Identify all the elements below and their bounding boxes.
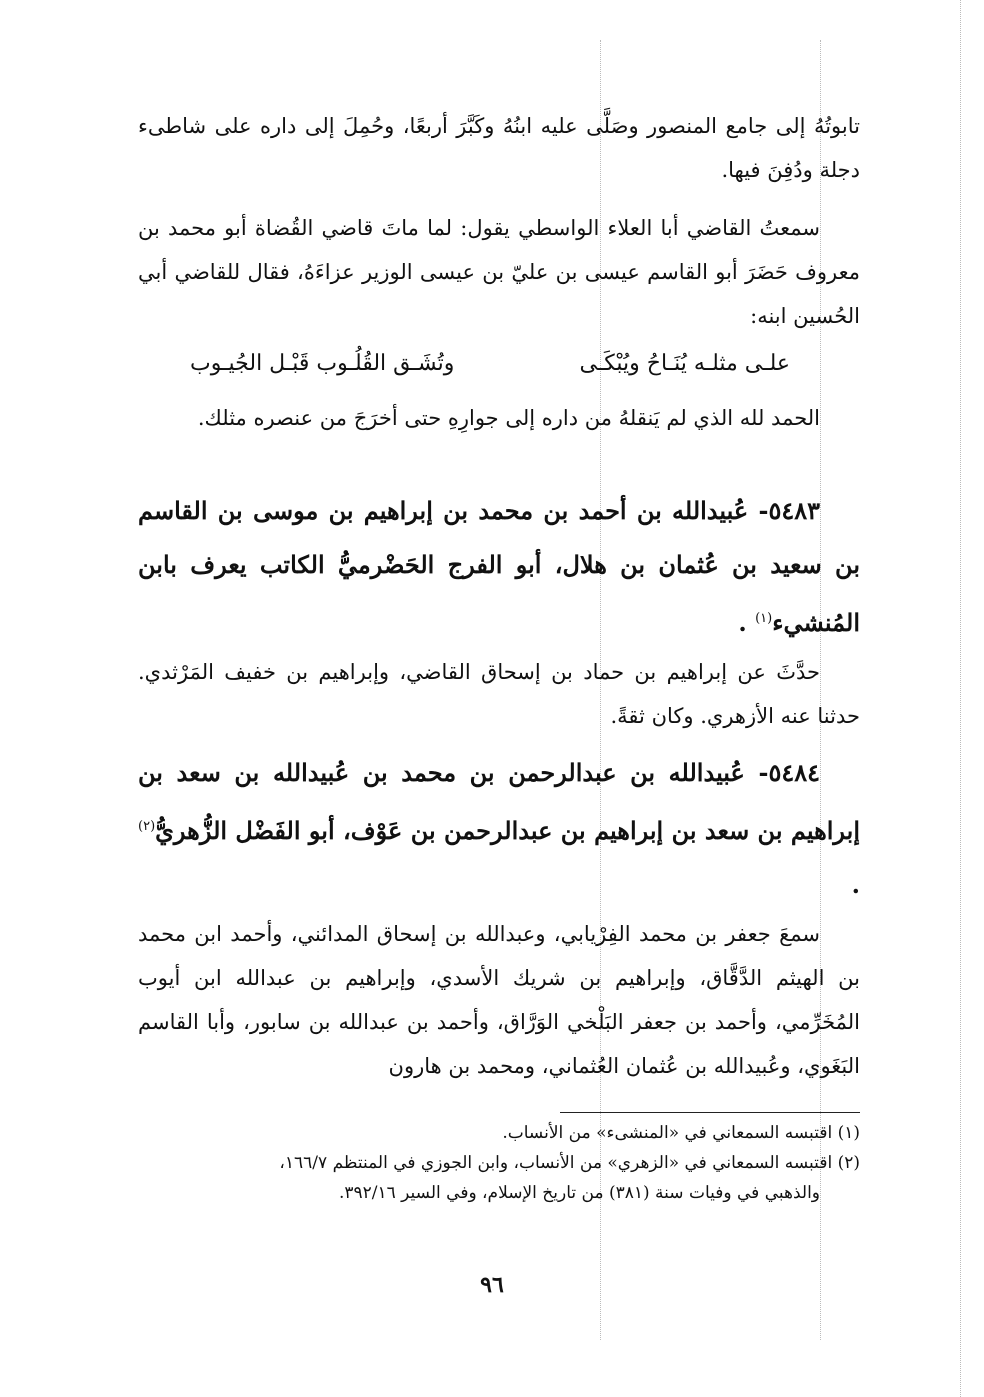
- page-number: ٩٦: [480, 1272, 504, 1298]
- entry-heading-5484: [138, 746, 860, 912]
- footnote-2: [138, 1148, 860, 1178]
- footnote-separator: [560, 1112, 860, 1113]
- paragraph-condolence: [138, 396, 860, 440]
- paragraph-text: حدَّثَ عن إبراهيم بن حماد بن إسحاق القاضي، وإبراهيم بن خفيف المَرْثدي. حدثنا عنه الأزهري. وكان ثقةً.: [138, 660, 860, 728]
- heading-end-mark: .: [738, 608, 747, 637]
- paragraph-text: الحمد لله الذي لم يَنقلهُ من داره إلى جوارِهِ حتى أخرَجَ من عنصره مثلك.: [197, 406, 820, 430]
- footnote-1: [138, 1118, 860, 1148]
- entry-title: عُبيدالله بن أحمد بن محمد بن إبراهيم بن موسى بن القاسم بن سعيد بن عُثمان بن هلال، أبو الفرج الحَضْرميُّ الكاتب يعرف بابن المُنشيء: [138, 496, 861, 637]
- scan-artifact-line: [960, 0, 961, 1397]
- paragraph-text: سمعَ جعفر بن محمد الفِرْيابي، وعبدالله بن إسحاق المدائني، وأحمد ابن محمد بن الهيثم الدَّقَّاق، وإبراهيم بن شريك الأسدي، وإبراهيم بن عبدالله ابن أيوب المُخَرِّمي، وأحمد بن جعفر البَلْخي الوَرَّاق، وأحمد بن عبدالله بن سابور، وأبا القاسم البَغَوي، وعُبيدالله بن عُثمان العُثماني، ومحمد بن هارون: [138, 922, 860, 1078]
- entry-number: ٥٤٨٤-: [758, 758, 820, 787]
- footnote-text: اقتبسه السمعاني في «المنشىء» من الأنساب.: [502, 1123, 833, 1143]
- footnote-text: اقتبسه السمعاني في «الزهري» من الأنساب، وابن الجوزي في المنتظم ١٦٦/٧،: [279, 1153, 833, 1173]
- paragraph-text: سمعتُ القاضي أبا العلاء الواسطي يقول: لما ماتَ قاضي القُضاة أبو محمد بن معروف حَضَرَ أبو القاسم عيسى بن عليّ بن عيسى الوزير عزاءَهُ، فقال للقاضي أبي الحُسين ابنه:: [138, 216, 860, 328]
- paragraph-text: تابوتُهُ إلى جامع المنصور وصَلَّى عليه ابنُهُ وكَبَّرَ أربعًا، وحُمِلَ إلى داره على شاطىء دجلة ودُفِنَ فيها.: [138, 114, 860, 182]
- entry-body-5483: [138, 650, 860, 738]
- footnote-marker: (٢): [837, 1153, 860, 1173]
- poetry-verse: [190, 344, 790, 384]
- entry-title: عُبيدالله بن عبدالرحمن بن محمد بن عُبيدالله بن سعد بن إبراهيم بن سعد بن إبراهيم بن عبدالرحمن بن عَوْف، أبو الفَضْل الزُّهريُّ: [138, 758, 860, 845]
- paragraph-continuation: [138, 104, 860, 192]
- footnote-reference: (٢): [138, 819, 156, 834]
- heading-end-mark: .: [851, 870, 860, 899]
- footnote-reference: (١): [755, 611, 773, 626]
- footnote-2-continuation: والذهبي في وفيات سنة (٣٨١) من تاريخ الإسلام، وفي السير ٣٩٢/١٦.: [338, 1183, 820, 1203]
- entry-number: ٥٤٨٣-: [758, 496, 820, 525]
- footnote-marker: (١): [837, 1123, 860, 1143]
- footnotes: [138, 1118, 860, 1208]
- verse-second-hemistich: وتُشَـق القُلُـوب قَبْـل الجُيـوب: [190, 351, 455, 376]
- entry-heading-5483: [138, 484, 860, 650]
- entry-body-5484: [138, 912, 860, 1088]
- verse-first-hemistich: علـى مثلـه يُنَـاحُ ويُبْكَـى: [579, 351, 790, 376]
- paragraph-narration: [138, 206, 860, 338]
